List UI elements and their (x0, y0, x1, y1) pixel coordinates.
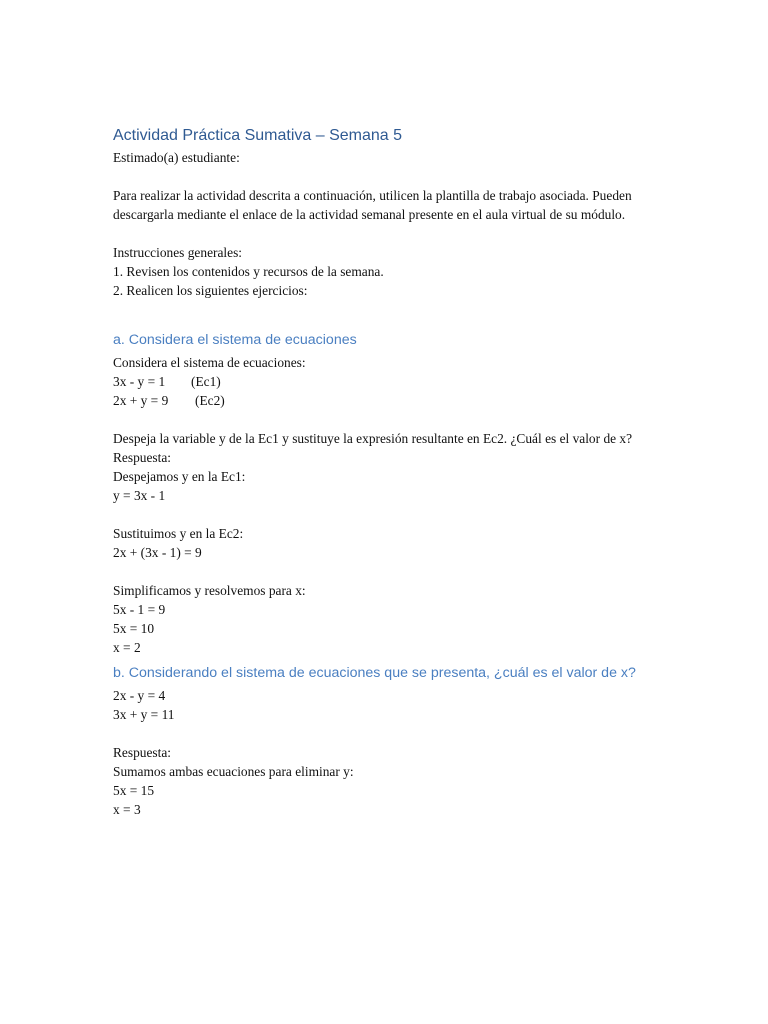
step-equation: 5x = 15 (113, 783, 155, 798)
spacer (113, 724, 673, 743)
equation-row (113, 372, 673, 391)
equation-expression: 3x - y = 1 (113, 374, 166, 389)
step-label: Sumamos ambas ecuaciones para eliminar y: (113, 764, 354, 779)
greeting: Estimado(a) estudiante: (113, 150, 240, 165)
equation-line: 2x - y = 4 (113, 688, 166, 703)
document-page (113, 124, 673, 819)
step-label: Despejamos y en la Ec1: (113, 469, 246, 484)
answer-label: Respuesta: (113, 450, 172, 465)
spacer (113, 505, 673, 524)
step-equation: y = 3x - 1 (113, 488, 166, 503)
equation-row (113, 391, 673, 410)
intro-paragraph: Para realizar la actividad descrita a continuación, utilicen la plantilla de trabajo asociada. Pueden descargarla mediante el enlace de la actividad semanal presente en el aula virtual de su módulo. (113, 188, 632, 222)
step-equation: x = 2 (113, 640, 141, 655)
spacer (113, 167, 673, 186)
equation-expression: 2x + y = 9 (113, 393, 169, 408)
step-label: Sustituimos y en la Ec2: (113, 526, 244, 541)
section-a-lead: Considera el sistema de ecuaciones: (113, 355, 306, 370)
section-b-heading: b. Considerando el sistema de ecuaciones que se presenta, ¿cuál es el valor de x? (113, 665, 636, 681)
spacer (113, 562, 673, 581)
step-equation: 5x = 10 (113, 621, 155, 636)
section-a-question: Despeja la variable y de la Ec1 y sustituye la expresión resultante en Ec2. ¿Cuál es el valor de x? (113, 431, 633, 446)
instruction-item: 2. Realicen los siguientes ejercicios: (113, 283, 308, 298)
document-title: Actividad Práctica Sumativa – Semana 5 (113, 127, 403, 144)
spacer (113, 410, 673, 429)
step-equation: 5x - 1 = 9 (113, 602, 166, 617)
instructions-heading: Instrucciones generales: (113, 245, 243, 260)
equation-label: (Ec2) (195, 393, 225, 408)
answer-label: Respuesta: (113, 745, 172, 760)
step-label: Simplificamos y resolvemos para x: (113, 583, 306, 598)
step-equation: x = 3 (113, 802, 141, 817)
spacer (113, 300, 673, 328)
section-a-heading: a. Considera el sistema de ecuaciones (113, 332, 357, 348)
instruction-item: 1. Revisen los contenidos y recursos de la semana. (113, 264, 384, 279)
spacer (113, 224, 673, 243)
equation-label: (Ec1) (191, 374, 221, 389)
equation-line: 3x + y = 11 (113, 707, 175, 722)
step-equation: 2x + (3x - 1) = 9 (113, 545, 202, 560)
